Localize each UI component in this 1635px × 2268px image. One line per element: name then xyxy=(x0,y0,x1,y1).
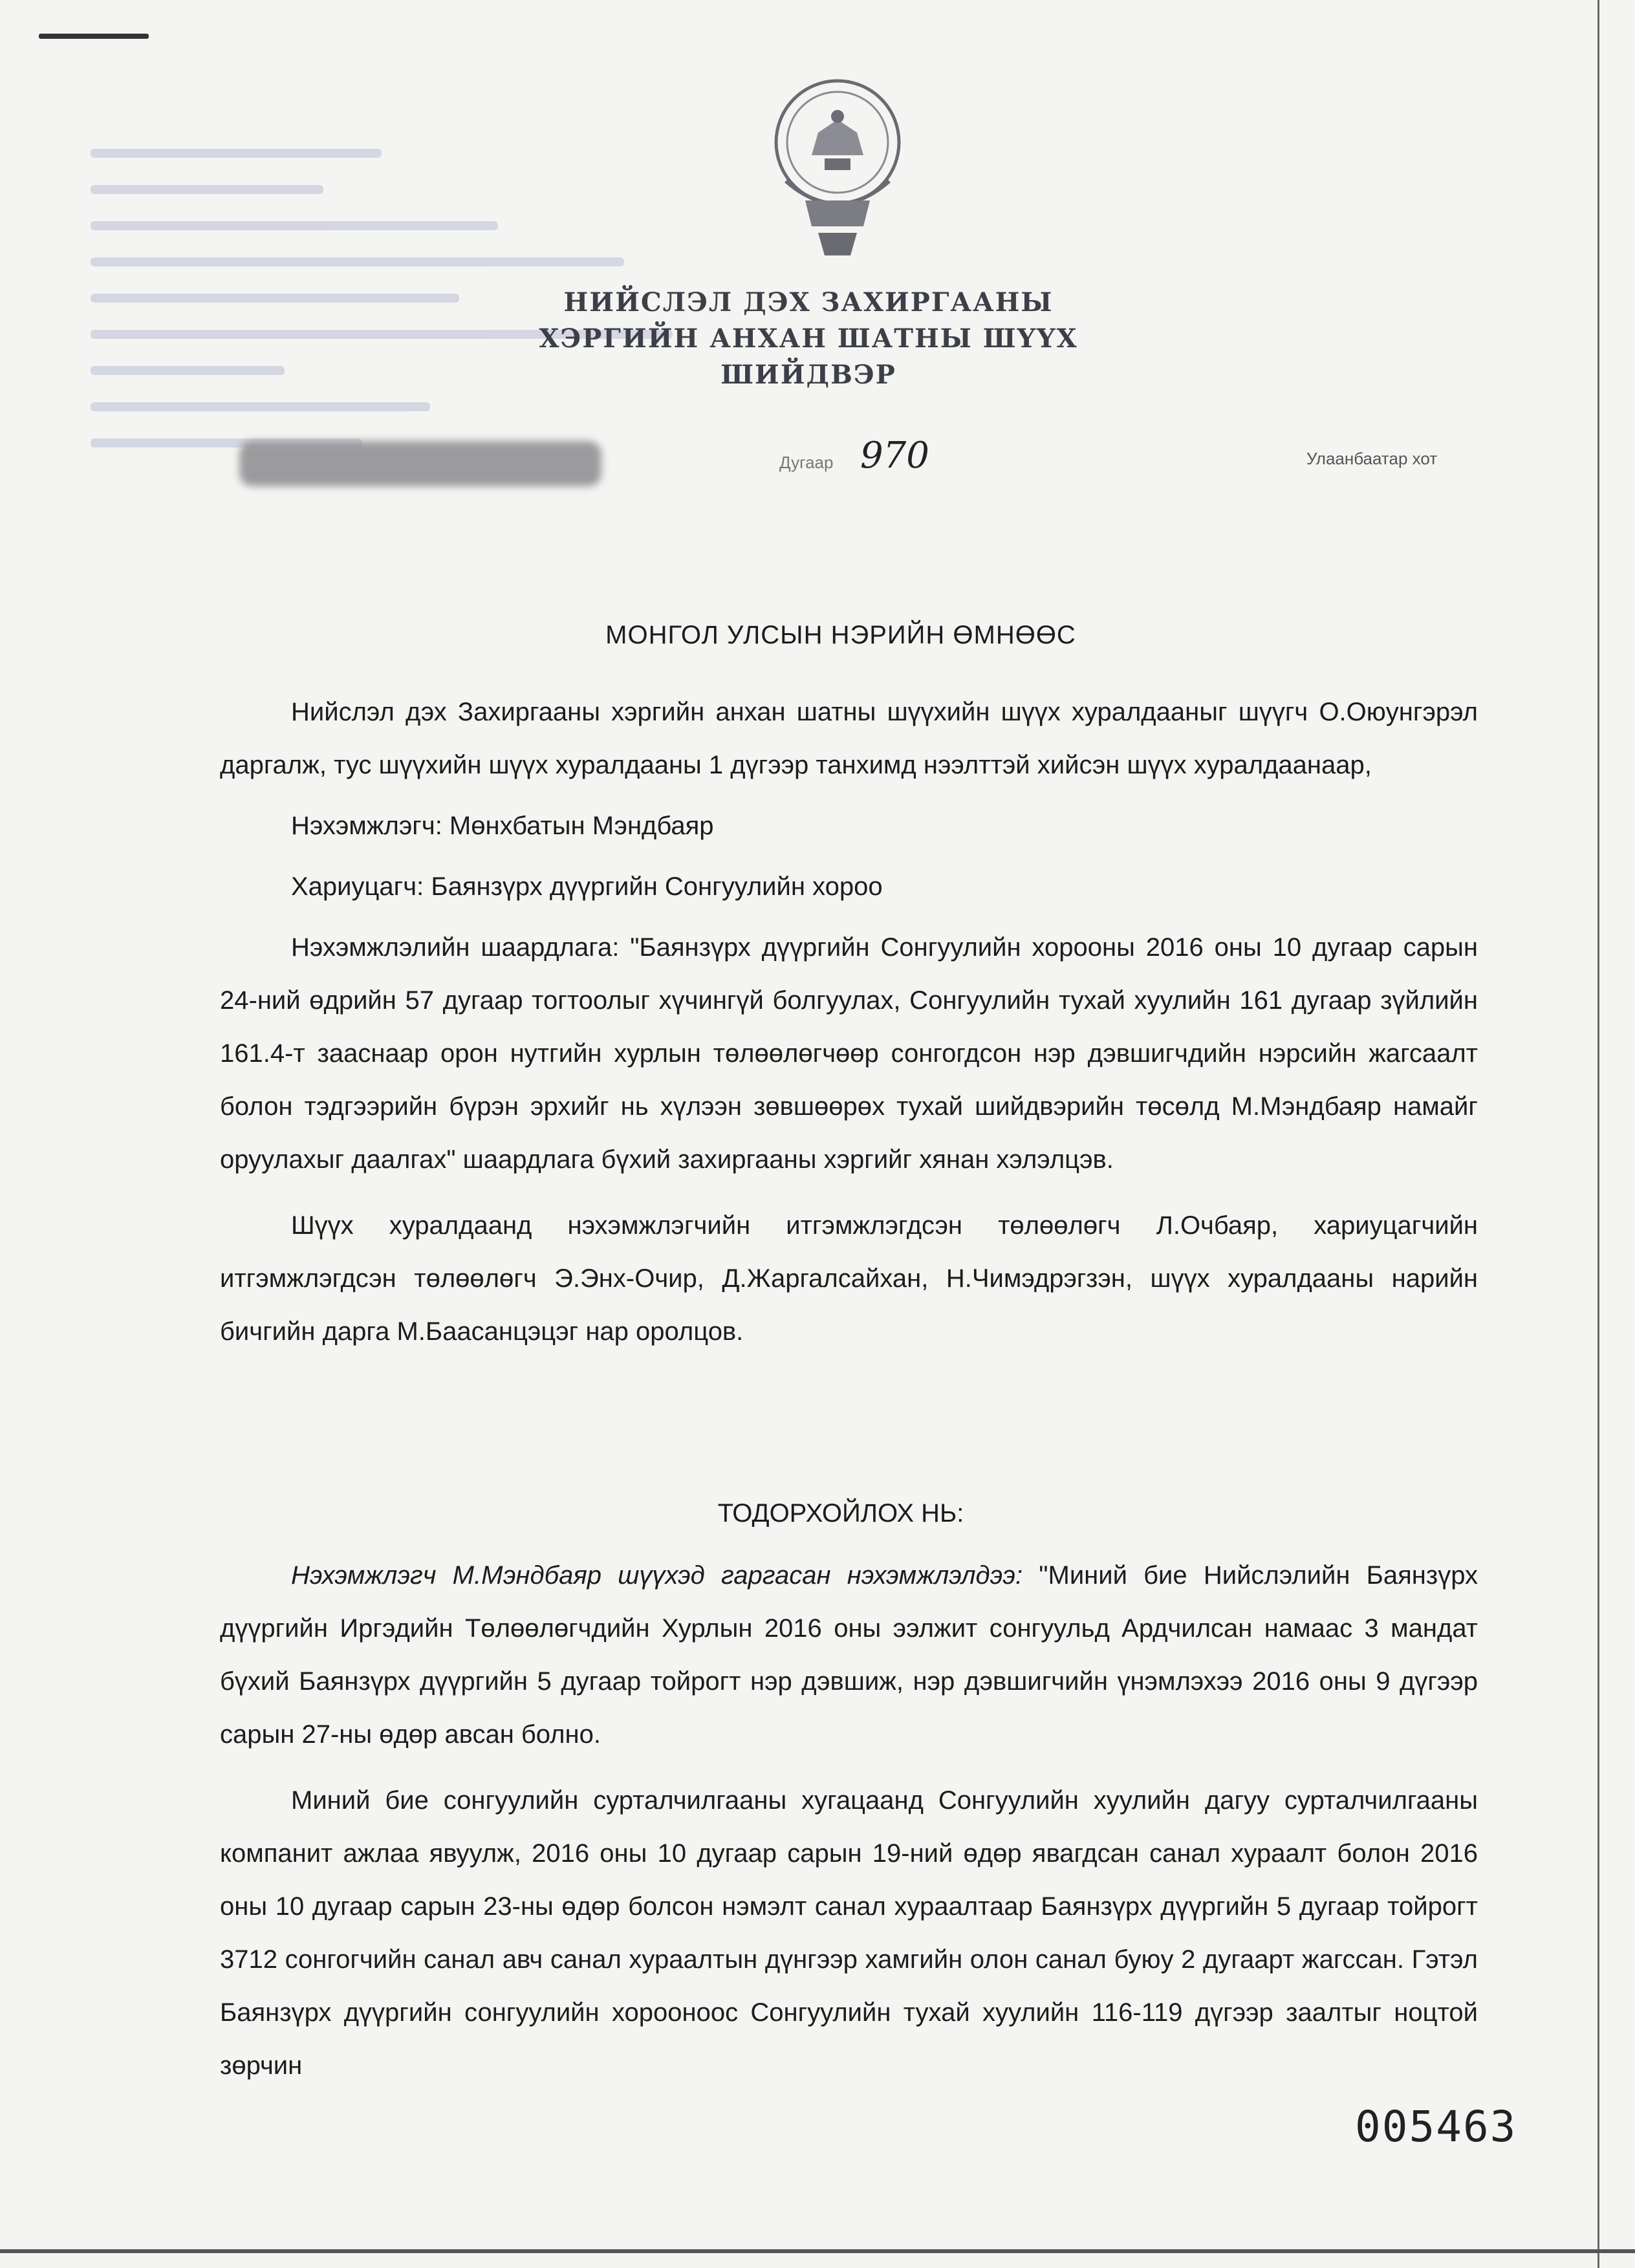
decision-number: 970 xyxy=(860,435,929,477)
city-label: Улаанбаатар хот xyxy=(1306,449,1438,468)
body-block-1 xyxy=(220,686,1478,1358)
state-emblem-icon xyxy=(760,71,915,265)
campaign-paragraph: Миний бие сонгуулийн сурталчилгааны хугацаанд Сонгуулийн хуулийн дагуу сурталчилгааны компанит ажлаа явуулж, 2016 оны 10 дугаар сарын 19-ний өдөр явагдсан санал хураалт болон 2016 оны 10 дугаар сарын 23-ны өдөр болсон нэмэлт санал хураалтаар Баянзүрх дүүргийн 5 дугаар тойрогт 3712 сонгогчийн санал авч санал хураалтын дүнгээр хамгийн олон санал буюу 2 дугаарт жагссан. Гэтэл Баянзүрх дүүргийн сонгуулийн хорооноос Сонгуулийн тухай хуулийн 116-119 дүгээр заалтыг ноцтой зөрчин xyxy=(220,1786,1478,2080)
claim-paragraph: Нэхэмжлэлийн шаардлага: "Баянзүрх дүүргийн Сонгуулийн хорооны 2016 оны 10 дугаар сарын 24-ний өдрийн 57 дугаар тогтоолыг хүчингүй болгуулах, Сонгуулийн тухай хуулийн 161 дугаар зүйлийн 161.4-т зааснаар орон нутгийн хурлын төлөөлөгчөөр сонгогдсон нэр дэвшигчдийн нэрсийн жагсаалт болон тэдгээрийн бүрэн эрхийг нь хүлээн зөвшөөрөх тухай шийдвэрийн төсөлд М.Мэндбаяр намайг оруулахыг даалгах" шаардлага бүхий захиргааны хэргийг хянан хэлэлцэв. xyxy=(220,933,1478,1174)
statement-lead: Нэхэмжлэгч М.Мэндбаяр шүүхэд гаргасан нэхэмжлэлдээ: xyxy=(291,1561,1023,1590)
body-block-2 xyxy=(220,1549,1478,2092)
scan-edge-mark xyxy=(39,34,149,39)
page-serial-number: 005463 xyxy=(1355,2102,1517,2152)
document-title: МОНГОЛ УЛСЫН НЭРИЙН ӨМНӨӨС xyxy=(605,621,1076,649)
section-title: ТОДОРХОЙЛОХ НЬ: xyxy=(717,1499,964,1528)
court-name-line2: ХЭРГИЙН АНХАН ШАТНЫ ШҮҮХ xyxy=(539,323,1078,354)
scan-edge-right xyxy=(1597,0,1599,2268)
statement-paragraph xyxy=(220,1549,1478,1761)
document-type: ШИЙДВЭР xyxy=(720,360,896,390)
court-header xyxy=(453,285,1164,393)
scan-edge-bottom xyxy=(0,2249,1635,2253)
intro-paragraph: Нийслэл дэх Захиргааны хэргийн анхан шатны шүүхийн шүүх хуралдааныг шүүгч О.Оюунгэрэл даргалж, тус шүүхийн шүүх хуралдааны 1 дүгээр танхимд нээлттэй хийсэн шүүх хуралдаанаар, xyxy=(220,698,1478,779)
defendant-line: Хариуцагч: Баянзүрх дүүргийн Сонгуулийн хороо xyxy=(291,872,883,901)
number-label: Дугаар xyxy=(779,453,834,472)
court-name-line1: НИЙСЛЭЛ ДЭХ ЗАХИРГААНЫ xyxy=(563,287,1054,318)
plaintiff-line: Нэхэмжлэгч: Мөнхбатын Мэндбаяр xyxy=(291,812,714,840)
participants-paragraph: Шүүх хуралдаанд нэхэмжлэгчийн итгэмжлэгдсэн төлөөлөгч Л.Очбаяр, хариуцагчийн итгэмжлэгдсэн төлөөлөгч Э.Энх-Очир, Д.Жаргалсайхан, Н.Чимэдрэгзэн, шүүх хуралдааны нарийн бичгийн дарга М.Баасанцэцэг нар оролцов. xyxy=(220,1211,1478,1346)
redacted-date xyxy=(239,441,601,486)
statement-text: "Миний бие Нийслэлийн Баянзүрх дүүргийн Иргэдийн Төлөөлөгчдийн Хурлын 2016 оны ээлжит сонгуульд Ардчилсан намаас 3 мандат бүхий Баянзүрх дүүргийн 5 дугаар тойрогт нэр дэвшиж, нэр дэвшигчийн үнэмлэхээ 2016 оны 9 дүгээр сарын 27-ны өдөр авсан болно. xyxy=(220,1561,1478,1749)
